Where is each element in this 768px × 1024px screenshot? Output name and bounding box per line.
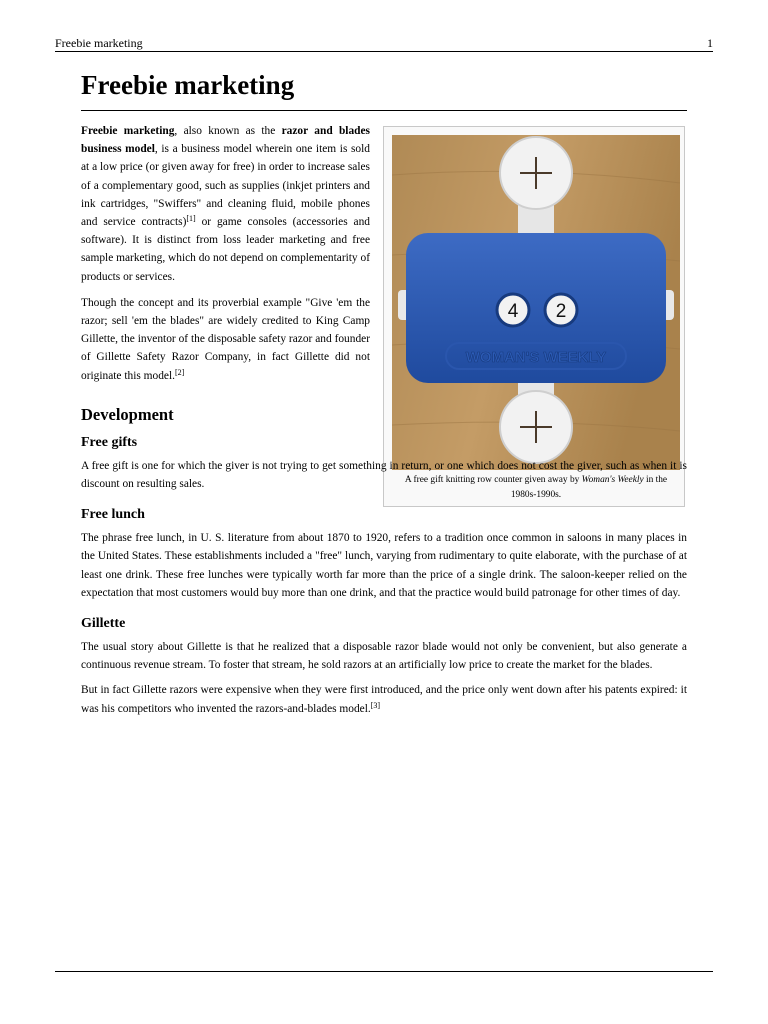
citation-link[interactable]: [2] <box>174 367 185 377</box>
intro-section <box>81 122 370 385</box>
gillette-paragraph-2: But in fact Gillette razors were expensive when they were first introduced, and the price only went down after his patents expired: it was his competitors who invented the razors-and-blades model.[3] <box>81 684 687 715</box>
running-title: Freebie marketing <box>55 36 143 50</box>
free-lunch-paragraph: The phrase free lunch, in U. S. literature from about 1870 to 1920, refers to a tradition once common in saloons in many places in the United States. These establishments included a "free" lunch, varying from rudimentary to quite elaborate, with the purchase of at least one drink. These free lunches were typically worth far more than the price of a single drink. The saloon-keeper relied on the expectation that most customers would buy more than one drink, and that the practice would build patronage for other times of day. <box>81 532 687 599</box>
counter-digit-left: 4 <box>507 301 519 322</box>
intro-paragraph-2: Though the concept and its proverbial example "Give 'em the razor; sell 'em the blades" are widely credited to King Camp Gillette, the inventor of the disposable safety razor and founder of Gillette Safety Razor Company, in fact Gillette did not originate this model.[2] <box>81 296 370 382</box>
development-heading: Development <box>81 404 174 424</box>
footer-rule <box>55 971 713 972</box>
brand-text: WOMAN'S WEEKLY <box>465 349 607 366</box>
free-lunch-heading: Free lunch <box>81 507 145 523</box>
article-body <box>81 122 687 725</box>
citation-link[interactable]: [3] <box>370 700 381 710</box>
page-number: 1 <box>707 36 713 50</box>
figure-caption: A free gift knitting row counter given away by Woman's Weekly in the 1980s-1990s. <box>404 475 668 500</box>
free-gifts-paragraph: A free gift is one for which the giver is not trying to get something in return, or one which does not cost the giver, such as when it is discount on resulting sales. <box>81 459 687 491</box>
free-gifts-heading: Free gifts <box>81 434 138 450</box>
running-header <box>55 36 713 51</box>
citation-link[interactable]: [1] <box>186 214 196 224</box>
intro-paragraph-1: Freebie marketing, also known as the razor and blades business model, is a business model wherein one item is sold at a low price (or given away for free) in order to increase sales of a complementary good, such as supplies (inkjet printers and ink cartridges, "Swiffers" and cleaning fluid, mobile phones and service contracts)[1] or game consoles (accessories and software). It is distinct from loss leader marketing and free sample marketing, which do not depend on complementarity of products or services. <box>81 125 370 283</box>
header-rule <box>55 51 713 52</box>
counter-digit-right: 2 <box>555 301 567 322</box>
title-rule <box>81 110 687 111</box>
gillette-paragraph-1: The usual story about Gillette is that he realized that a disposable razor blade would not only be convenient, but also generate a continuous revenue stream. To foster that stream, he sold razors at an artificially low price to create the market for the blades. <box>81 641 687 672</box>
page-title: Freebie marketing <box>81 70 295 100</box>
gillette-heading: Gillette <box>81 616 126 632</box>
